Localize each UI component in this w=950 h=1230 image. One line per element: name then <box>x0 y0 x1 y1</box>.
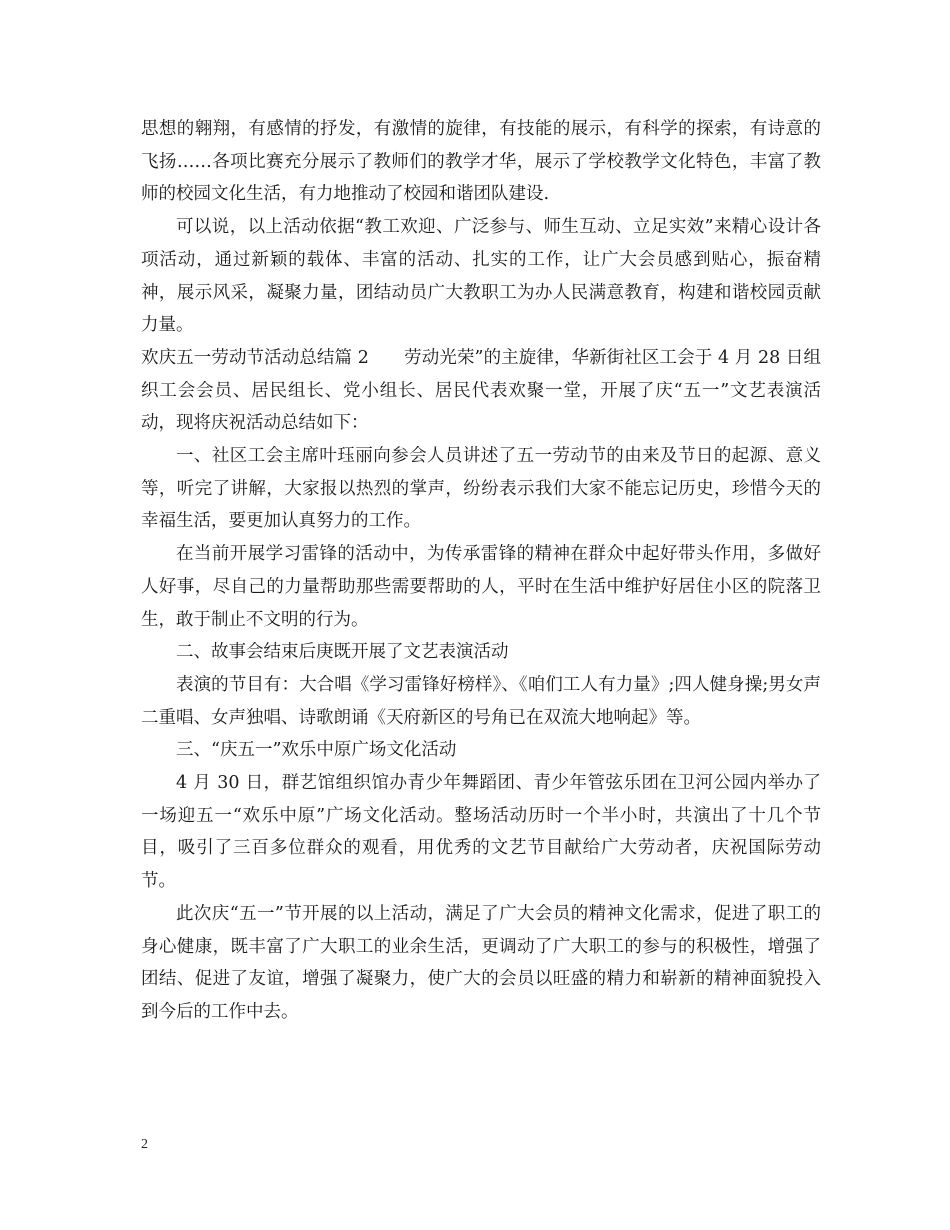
document-body <box>141 113 821 1029</box>
paragraph: 在当前开展学习雷锋的活动中，为传承雷锋的精神在群众中起好带头作用，多做好人好事，尽自己的力量帮助那些需要帮助的人，平时在生活中维护好居住小区的院落卫生，敢于制止不文明的行为。 <box>141 544 821 630</box>
paragraph: 4 月 30 日，群艺馆组织馆办青少年舞蹈团、青少年管弦乐团在卫河公园内举办了一场迎五一“欢乐中原”广场文化活动。整场活动历时一个半小时，共演出了十几个节目，吸引了三百多位群众的观看，用优秀的文艺节目献给广大劳动者，庆祝国际劳动节。 <box>141 773 821 892</box>
section-heading: 三、“庆五一”欢乐中原广场文化活动 <box>176 740 457 761</box>
paragraph: 表演的节目有：大合唱《学习雷锋好榜样》、《咱们工人有力量》;四人健身操;男女声二重唱、女声独唱、诗歌朗诵《天府新区的号角已在双流大地响起》等。 <box>141 674 821 728</box>
paragraph: 此次庆“五一”节开展的以上活动，满足了广大会员的精神文化需求，促进了职工的身心健康，既丰富了广大职工的业余生活，更调动了广大职工的参与的积极性，增强了团结、促进了友谊，增强了凝聚力，使广大的会员以旺盛的精力和崭新的精神面貌投入到今后的工作中去。 <box>141 903 821 1022</box>
paragraph: 可以说，以上活动依据“教工欢迎、广泛参与、师生互动、立足实效”来精心设计各项活动，通过新颖的载体、丰富的活动、扎实的工作，让广大会员感到贴心，振奋精神，展示风采，凝聚力量，团结动员广大教职工为办人民满意教育，构建和谐校园贡献力量。 <box>141 217 821 336</box>
paragraph: 欢庆五一劳动节活动总结篇 2 劳动光荣”的主旋律，华新街社区工会于 4 月 28 日组织工会会员、居民组长、党小组长、居民代表欢聚一堂，开展了庆“五一”文艺表演活动，现将庆祝活动总结如下： <box>141 347 821 434</box>
page-number: 2 <box>141 1137 148 1152</box>
section-heading: 二、故事会结束后庚既开展了文艺表演活动 <box>176 642 509 663</box>
paragraph: 思想的翱翔，有感情的抒发，有激情的旋律，有技能的展示，有科学的探索，有诗意的飞扬……各项比赛充分展示了教师们的教学才华，展示了学校教学文化特色，丰富了教师的校园文化生活，有力地推动了校园和谐团队建设. <box>141 119 821 205</box>
paragraph: 一、社区工会主席叶珏丽向参会人员讲述了五一劳动节的由来及节日的起源、意义等，听完了讲解，大家报以热烈的掌声，纷纷表示我们大家不能忘记历史，珍惜今天的幸福生活，要更加认真努力的工作。 <box>141 446 821 532</box>
